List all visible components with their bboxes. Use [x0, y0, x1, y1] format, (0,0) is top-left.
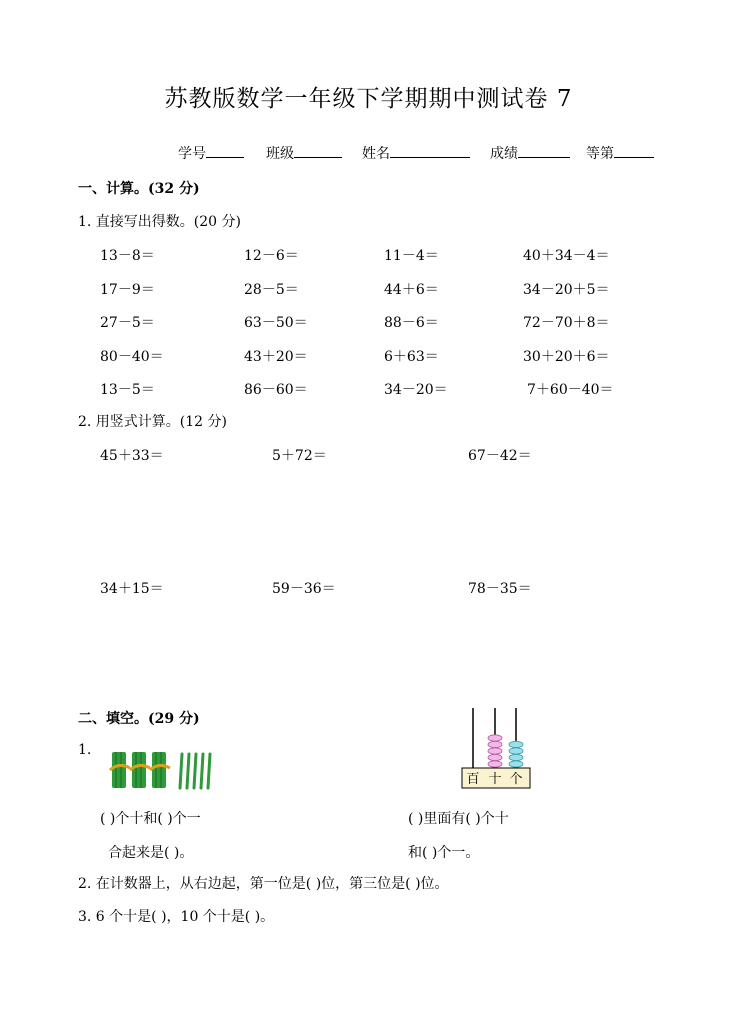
vertical-calc-item: 78－35＝: [468, 581, 532, 597]
score-label: 成绩: [490, 146, 518, 162]
tens-beads-icon: [488, 735, 502, 767]
q2-label: 2. 用竖式计算。(12 分): [78, 414, 227, 430]
equation-item: 44＋6＝: [384, 281, 439, 298]
grade-label: 等第: [586, 146, 614, 162]
equation-item: 6＋63＝: [384, 348, 439, 365]
score-field: [490, 143, 570, 163]
abacus-label-tens: 十: [488, 772, 502, 787]
equation-item: 88－6＝: [384, 315, 439, 331]
fill-q1-label: 1.: [78, 742, 92, 758]
single-sticks-icon: [180, 754, 210, 788]
abacus-line2: 和( )个一。: [408, 845, 480, 861]
equation-item: 80－40＝: [100, 348, 164, 365]
section2-heading: 二、填空。(29 分): [78, 711, 200, 727]
ones-beads-icon: [509, 741, 523, 767]
equation-item: 11－4＝: [384, 248, 439, 264]
abacus-label-hundreds: 百: [466, 772, 480, 787]
equation-item: 43＋20＝: [244, 348, 308, 365]
student-no-label: 学号: [178, 146, 206, 162]
grade-field: [586, 143, 654, 163]
q1-label: 1. 直接写出得数。(20 分): [78, 214, 241, 230]
sticks-line1: ( )个十和( )个一: [100, 811, 201, 827]
equation-item: 12－6＝: [244, 248, 299, 264]
equation-item: 17－9＝: [100, 281, 155, 298]
fill-q3: 3. 6 个十是( )，10 个十是( )。: [78, 909, 275, 925]
equation-item: 30＋20＋6＝: [523, 348, 610, 365]
class-label: 班级: [266, 146, 294, 162]
abacus-line1: ( )里面有( )个十: [408, 811, 509, 827]
stick-bundle-icon: [130, 752, 150, 788]
equation-item: 72－70＋8＝: [523, 315, 610, 331]
equation-item: 27－5＝: [100, 315, 155, 331]
vertical-calc-item: 59－36＝: [272, 581, 336, 597]
stick-bundles-illustration: [108, 748, 220, 792]
equation-item: 13－5＝: [100, 382, 155, 398]
stick-bundle-icon: [150, 752, 170, 788]
abacus-label-ones: 个: [509, 772, 523, 787]
equation-item: 34－20＋5＝: [523, 281, 610, 298]
name-field: [362, 143, 470, 163]
sticks-line2: 合起来是( )。: [108, 845, 194, 861]
equation-item: 63－50＝: [244, 315, 308, 331]
equation-item: 28－5＝: [244, 281, 299, 298]
stick-bundle-icon: [110, 752, 130, 788]
page-title: 苏教版数学一年级下学期期中测试卷 7: [164, 86, 573, 112]
fill-q2: 2. 在计数器上，从右边起，第一位是( )位，第三位是( )位。: [78, 876, 449, 892]
equation-item: 86－60＝: [244, 382, 308, 398]
vertical-calc-item: 5＋72＝: [272, 448, 327, 464]
vertical-calc-item: 45＋33＝: [100, 448, 164, 464]
equation-item: 34－20＝: [384, 382, 448, 398]
equation-item: 40＋34－4＝: [523, 248, 610, 264]
student-no-field: [178, 143, 244, 163]
abacus-illustration: [460, 706, 534, 790]
equation-item: 13－8＝: [100, 248, 155, 264]
equation-item: 7＋60－40＝: [527, 382, 614, 398]
vertical-calc-item: 34＋15＝: [100, 581, 164, 597]
class-field: [266, 143, 342, 163]
name-label: 姓名: [362, 146, 390, 162]
section1-heading: 一、计算。(32 分): [78, 181, 200, 197]
vertical-calc-item: 67－42＝: [468, 448, 532, 464]
